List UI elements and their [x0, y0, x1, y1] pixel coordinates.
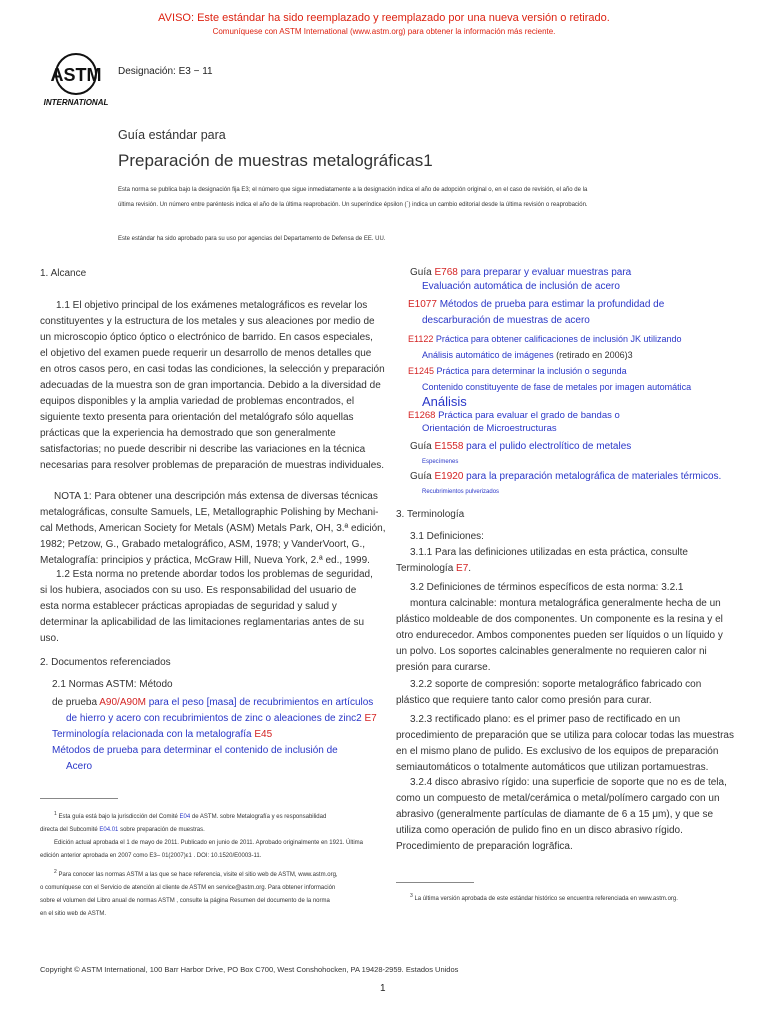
section-1-heading: 1. Alcance [40, 268, 87, 279]
paragraph-3-2-3: 3.2.3 rectificado plano: es el primer paso de rectificado en un procedimiento de preparación que se utiliza para colocar todas las muestras en el mismo plano de pulido. Es exclusivo de los equipos de preparación semiautomáticos o totalmente automáticos que utilizan portamuestras. [396, 714, 734, 773]
ref-e45[interactable]: E45 [254, 729, 273, 740]
copyright: Copyright © ASTM International, 100 Barr Harbor Drive, PO Box C700, West Conshohocken, PA 19428-2959. Estados Unidos [40, 965, 459, 974]
section-2-heading: 2. Documentos referenciados [40, 657, 171, 668]
astm-standards-label: 2.1 Normas ASTM: Método [52, 679, 173, 690]
intro-note-1: Esta norma se publica bajo la designación fija E3; el número que sigue inmediatamente a la designación indica el año de adopción original o, en el caso de revisión, el año de la [118, 187, 588, 193]
page-number: 1 [380, 983, 386, 994]
definitions-heading: 3.1 Definiciones: [410, 531, 484, 542]
intro-note-3: Este estándar ha sido aprobado para su uso por agencias del Departamento de Defensa de EE. UU. [118, 236, 386, 242]
svg-text:ASTM: ASTM [50, 65, 102, 85]
paragraph-3-2-4: 3.2.4 disco abrasivo rígido: una superficie de soporte que no es de tela, como un compuesto de metal/cerámica o metal/polímero cargado con un abrasivo (generalmente partículas de diamante de 6 a 15 μm), y que se utiliza como operación de pulido fino en un disco abrasivo rígido. Procedimiento de preparación logrāfica. [396, 777, 727, 852]
intro-note-2: última revisión. Un número entre paréntesis indica el año de la última reaprobación. Un superíndice épsilon (´) indica un cambio editorial desde la última revisión o reaprobación. [118, 202, 588, 208]
designation: Designación: E3 − 11 [118, 66, 213, 77]
paragraph-3-2-2: 3.2.2 soporte de compresión: soporte metalográfico fabricado con plástico que requiere tanto calor como presión para curar. [396, 679, 702, 706]
footnote-rule-right [396, 882, 474, 883]
reference-list-continued: Guía E768 para preparar y evaluar muestras para Evaluación automática de inclusión de acero E1077 Métodos de prueba para estimar la profundidad de descarburación de muestras de acero E1122 Práctica para obtener calificaciones de inclusión JK utilizando Análisis automático de imágenes (retirado en 2006)3 E1245 Práctica para determinar la inclusión o segunda Contenido constituyente de fase de metales por imagen automática Análisis E1268 Práctica para evaluar el grado de bandas o Orientación de Microestructuras Guía E1558 para el pulido electrolítico de metales Especímenes Guía E1920 para la preparación metalográfica de materiales térmicos. Recubrimientos pulverizados [408, 267, 722, 495]
footnote-1: $^1$ Esta guía está bajo la jurisdicción del Comité E04 de ASTM. sobre Metalografía y es responsabilidad directa del Subcomité E04.01 sobre preparación de muestras. Edición actual aprobada el 1 de mayo de 2011. Publicado en junio de 2011. Aprobado originalmente en 1921. Última edición anterior aprobada en 2007 como E3– 01(2007)ε1 . DOI: 10.1520/E0003-11. [40, 811, 363, 859]
reference-list: de prueba A90/A90M para el peso [masa] de recubrimientos en artículos de hierro y acero con recubrimientos de zinc o aleaciones de zinc2 E7 Terminología relacionada con la metalografía E45 Métodos de prueba para determinar el contenido de inclusión de Acero [52, 697, 377, 772]
paragraph-3-1-1: 3.1.1 Para las definiciones utilizadas en esta práctica, consulte Terminología E7. [396, 547, 688, 574]
astm-logo [40, 50, 112, 108]
paragraph-1-2: 1.2 Esta norma no pretende abordar todos los problemas de seguridad, si los hubiera, asociados con su uso. Es responsabilidad del usuario de esta norma establecer prácticas apropiadas de seguridad y salud y determinar la aplicabilidad de las limitaciones reglamentarias antes de su uso. [40, 569, 373, 644]
footnote-2: $^2$ Para conocer las normas ASTM a las que se hace referencia, visite el sitio web de ASTM, www.astm.org, o comuníquese con el Servicio de atención al cliente de ASTM en service@astm.org. Para obtener información sobre el volumen del Libro anual de normas ASTM , consulte la página Resumen del documento de la norma en el sitio web de ASTM. [40, 869, 338, 917]
note-1: NOTA 1: Para obtener una descripción más extensa de diversas técnicas metalográficas, consulte Samuels, LE, Metallographic Polishing by Mechani- cal Methods, American Society for Metals (ASM) Metals Park, OH, 3.ª edición, 1982; Petzow, G., Grabado metalográfico, ASM, 1978; y VanderVoort, G., Metalografía: principios y práctica, McGraw Hill, Nueva York, 2.ª ed., 1999. [40, 491, 386, 566]
ref-e1077[interactable]: E1077 [408, 299, 437, 310]
contact-notice: Comuníquese con ASTM International (www.astm.org) para obtener la información más reciente. [212, 27, 556, 36]
paragraph-3-2: 3.2 Definiciones de términos específicos de esta norma: 3.2.1 montura calcinable: montura metalográfica generalmente hecha de un plástico moldeable de dos componentes. Un componente es la resina y el otro endurecedor. Ambos componentes pueden ser líquidos o un líquido y un polvo. Los soportes calcinables generalmente no requieren calor ni presión para curarse. [396, 582, 723, 673]
ref-a90[interactable]: A90/A90M [99, 697, 146, 708]
footnote-rule-left [40, 798, 118, 799]
ref-e7[interactable]: E7 [364, 713, 377, 724]
ref-e1245[interactable]: E1245 [408, 366, 435, 376]
guide-prefix: Guía estándar para [118, 128, 226, 142]
ref-e1920[interactable]: E1920 [434, 471, 464, 482]
ref-e1268[interactable]: E1268 [408, 410, 436, 421]
ref-e1558[interactable]: E1558 [434, 441, 464, 452]
document-title: Preparación de muestras metalográficas1 [118, 151, 433, 170]
ref-e768[interactable]: E768 [434, 267, 458, 278]
footnote-3: $^3$ La última versión aprobada de este estándar histórico se encuentra referenciada en www.astm.org. [410, 893, 678, 902]
ref-e7-terminology[interactable]: E7 [456, 563, 469, 574]
supersede-notice: AVISO: Este estándar ha sido reemplazado y reemplazado por una nueva versión o retirado. [158, 12, 610, 24]
section-3-heading: 3. Terminología [396, 509, 465, 520]
ref-e1122[interactable]: E1122 [408, 334, 434, 344]
svg-text:INTERNATIONAL: INTERNATIONAL [43, 98, 109, 107]
paragraph-1-1: 1.1 El objetivo principal de los exámenes metalográficos es revelar los constituyentes y la estructura de los metales y sus aleaciones por medio de un microscopio óptico óptico o electrónico de barrido. En casos especiales, el objetivo del examen puede requerir un desarrollo de menos detalles que en otros casos pero, en casi todas las condiciones, la selección y preparación adecuadas de la muestra son de gran importancia. Debido a la diversidad de equipos disponibles y la amplia variedad de problemas encontrados, el siguiente texto presenta para orientación del metalógrafo sólo aquellas prácticas que la experiencia ha demostrado que son generalmente satisfactorias; no puede describir ni describe las variaciones en la técnica necesarias para resolver problemas de preparación de muestras individuales. [40, 300, 385, 471]
